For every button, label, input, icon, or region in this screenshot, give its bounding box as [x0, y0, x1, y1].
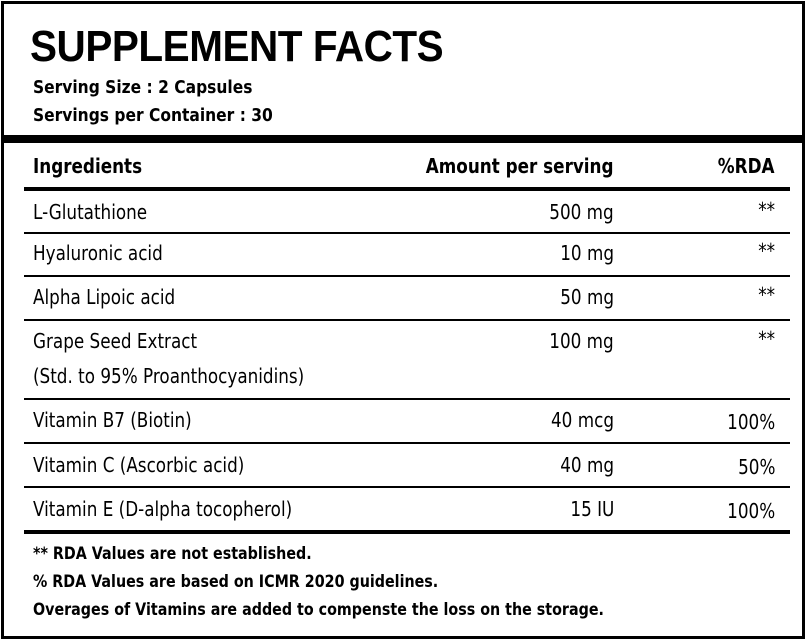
header-amount: Amount per serving	[426, 154, 614, 178]
ingredient-name: L-Glutathione	[33, 200, 148, 224]
ingredient-name: Vitamin E (D-alpha tocopherol)	[33, 497, 293, 521]
ingredient-rda: **	[758, 327, 775, 351]
ingredient-rda: **	[758, 239, 775, 263]
ingredient-rda: **	[758, 283, 775, 307]
ingredient-amount: 50 mg	[560, 285, 614, 309]
ingredient-amount: 10 mg	[560, 241, 614, 265]
ingredient-name: Vitamin B7 (Biotin)	[33, 408, 192, 432]
ingredient-amount: 100 mg	[549, 329, 614, 353]
page-title: SUPPLEMENT FACTS	[30, 22, 444, 71]
ingredient-name: Hyaluronic acid	[33, 241, 163, 265]
row-divider	[24, 275, 790, 277]
ingredient-name: Vitamin C (Ascorbic acid)	[33, 453, 245, 477]
ingredient-amount: 15 IU	[570, 497, 614, 521]
section-divider-thick	[4, 135, 802, 143]
serving-size: Serving Size : 2 Capsules	[33, 77, 253, 98]
header-divider	[24, 187, 790, 191]
row-divider	[24, 486, 790, 488]
ingredient-name: Grape Seed Extract	[33, 329, 198, 353]
footnote-rda-not-established: ** RDA Values are not established.	[33, 544, 312, 564]
ingredient-amount: 40 mcg	[551, 408, 614, 432]
header-ingredients: Ingredients	[33, 154, 143, 178]
row-divider	[24, 398, 790, 400]
footnote-overages: Overages of Vitamins are added to compenste the loss on the storage.	[33, 600, 604, 620]
ingredient-amount: 40 mg	[560, 453, 614, 477]
ingredient-rda: **	[758, 198, 775, 222]
footnote-icmr-guidelines: % RDA Values are based on ICMR 2020 guidelines.	[33, 572, 439, 592]
row-divider	[24, 319, 790, 321]
row-divider	[24, 232, 790, 234]
ingredient-rda: 100%	[726, 499, 775, 523]
supplement-facts-panel	[1, 1, 805, 639]
ingredient-standardization: (Std. to 95% Proanthocyanidins)	[33, 364, 305, 388]
row-divider	[24, 442, 790, 444]
servings-per-container: Servings per Container : 30	[33, 105, 273, 126]
ingredient-amount: 500 mg	[549, 200, 614, 224]
footer-divider	[24, 530, 790, 534]
ingredient-rda: 50%	[737, 455, 775, 479]
ingredient-rda: 100%	[726, 410, 775, 434]
ingredient-name: Alpha Lipoic acid	[33, 285, 176, 309]
header-rda: %RDA	[718, 154, 775, 178]
